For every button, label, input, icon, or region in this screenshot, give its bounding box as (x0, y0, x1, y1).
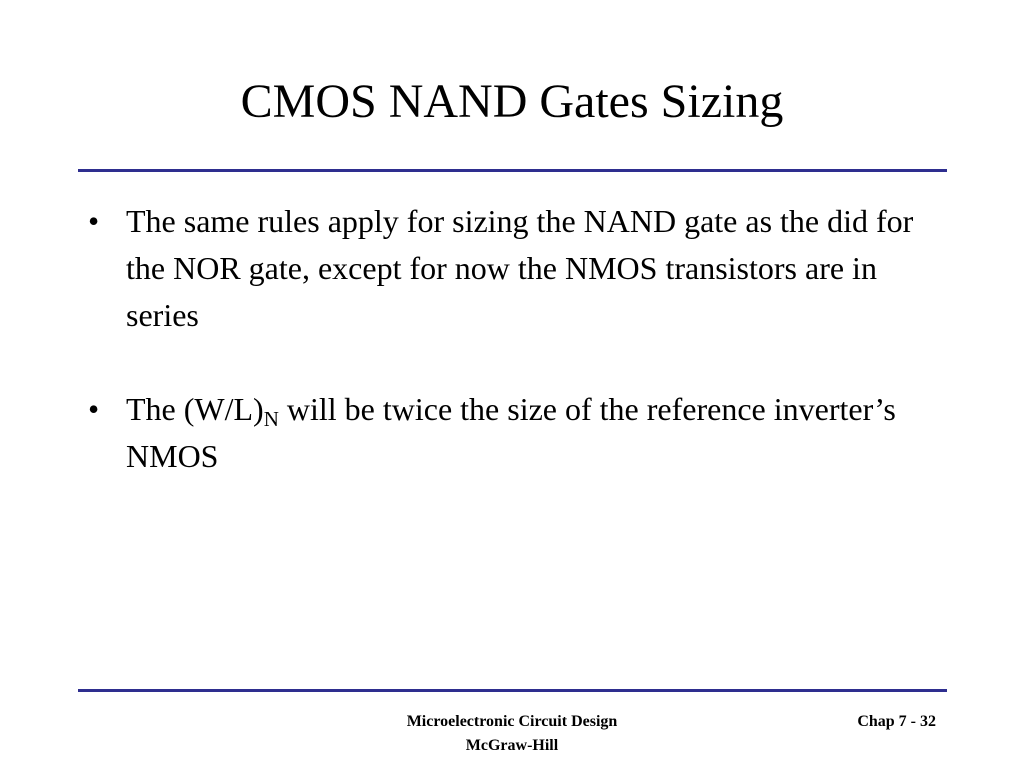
bullet-item (84, 198, 944, 339)
bullet-dot-icon: • (88, 391, 100, 427)
footer-divider (78, 689, 947, 692)
bullet-subscript: N (263, 407, 279, 431)
slide-title: CMOS NAND Gates Sizing (240, 75, 784, 128)
bullet-item (84, 386, 944, 480)
bullet-text: The same rules apply for sizing the NAND gate as the did for the NOR gate, except for now the NMOS transistors are in series (126, 203, 914, 333)
footer-page-label: Chap 7 - 32 (857, 713, 936, 730)
bullet-text-prefix: The (W/L) (126, 391, 264, 427)
footer-credits (312, 710, 712, 758)
footer-book-title: Microelectronic Circuit Design (406, 713, 618, 730)
title-divider (78, 169, 947, 172)
bullet-text-suffix: will be twice the size of the reference inverter’s NMOS (126, 391, 896, 474)
footer-publisher: McGraw-Hill (465, 737, 559, 754)
bullet-list (84, 198, 944, 480)
bullet-dot-icon: • (88, 203, 100, 239)
